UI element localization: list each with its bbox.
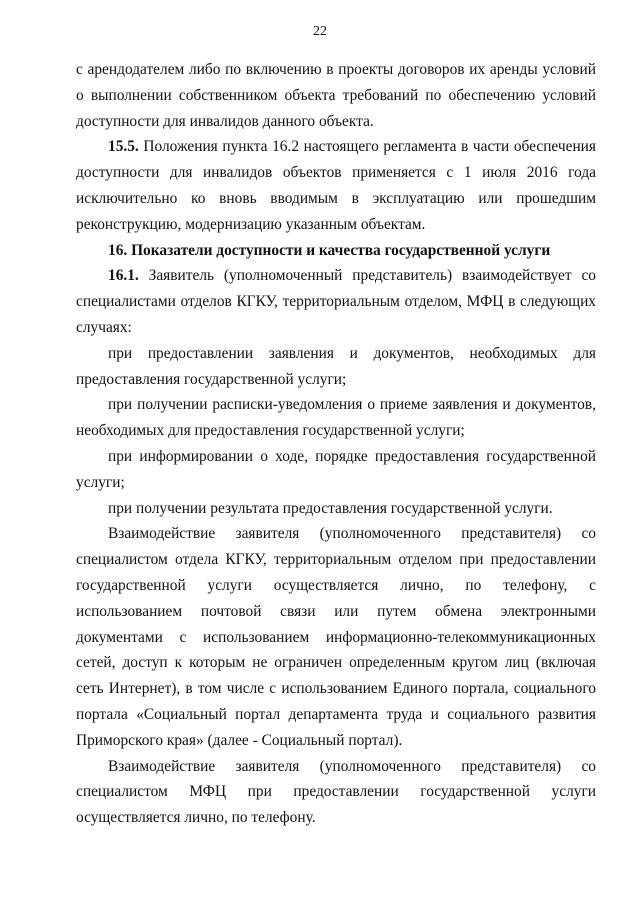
list-item-submission: при предоставлении заявления и документов, необходимых для предоставления государственной услуги; — [76, 344, 596, 388]
page-number: 22 — [313, 24, 327, 39]
paragraph-interaction-kgku: Взаимодействие заявителя (уполномоченного представителя) со специалистом отдела КГКУ, территориальным отделом при предоставлении государственной услуги осуществляется лично, по телефону, с использованием почтовой связи или путем обмена электронными документами с использованием информационно-телекоммуникационных сетей, доступ к которым не ограничен определенным кругом лиц (включая сеть Интернет), в том числе с использованием Единого портала, социального портала «Социальный портал департамента труда и социального развития Приморского края» (далее - Социальный портал). — [76, 525, 596, 749]
clause-number: 16.1. — [108, 267, 139, 285]
list-item-informing: при информировании о ходе, порядке предоставления государственной услуги; — [76, 447, 596, 491]
paragraph-interaction-mfc: Взаимодействие заявителя (уполномоченного представителя) со специалистом МФЦ при предоставлении государственной услуги осуществляется лично, по телефону. — [76, 757, 596, 827]
list-item-result: при получении результата предоставления государственной услуги. — [108, 499, 553, 517]
list-item-receipt: при получении расписки-уведомления о приеме заявления и документов, необходимых для предоставления государственной услуги; — [76, 396, 596, 440]
document-body — [76, 57, 596, 831]
paragraph-15-5 — [76, 134, 596, 237]
paragraph-text: Положения пункта 16.2 настоящего регламента в части обеспечения доступности для инвалидов объектов применяется с 1 июля 2016 года исключительно ко вновь вводимым в эксплуатацию или прошедшим реконструкцию, модернизацию указанным объектам. — [76, 138, 596, 233]
section-heading: 16. Показатели доступности и качества государственной услуги — [108, 241, 551, 259]
paragraph-continuation: с арендодателем либо по включению в проекты договоров их аренды условий о выполнении собственником объекта требований по обеспечению условий доступности для инвалидов данного объекта. — [76, 61, 596, 130]
clause-number: 15.5. — [108, 138, 139, 156]
paragraph-16-1 — [76, 263, 596, 340]
paragraph-text: Заявитель (уполномоченный представитель) взаимодействует со специалистами отделов КГКУ, территориальным отделом, МФЦ в следующих случаях: — [76, 267, 596, 336]
